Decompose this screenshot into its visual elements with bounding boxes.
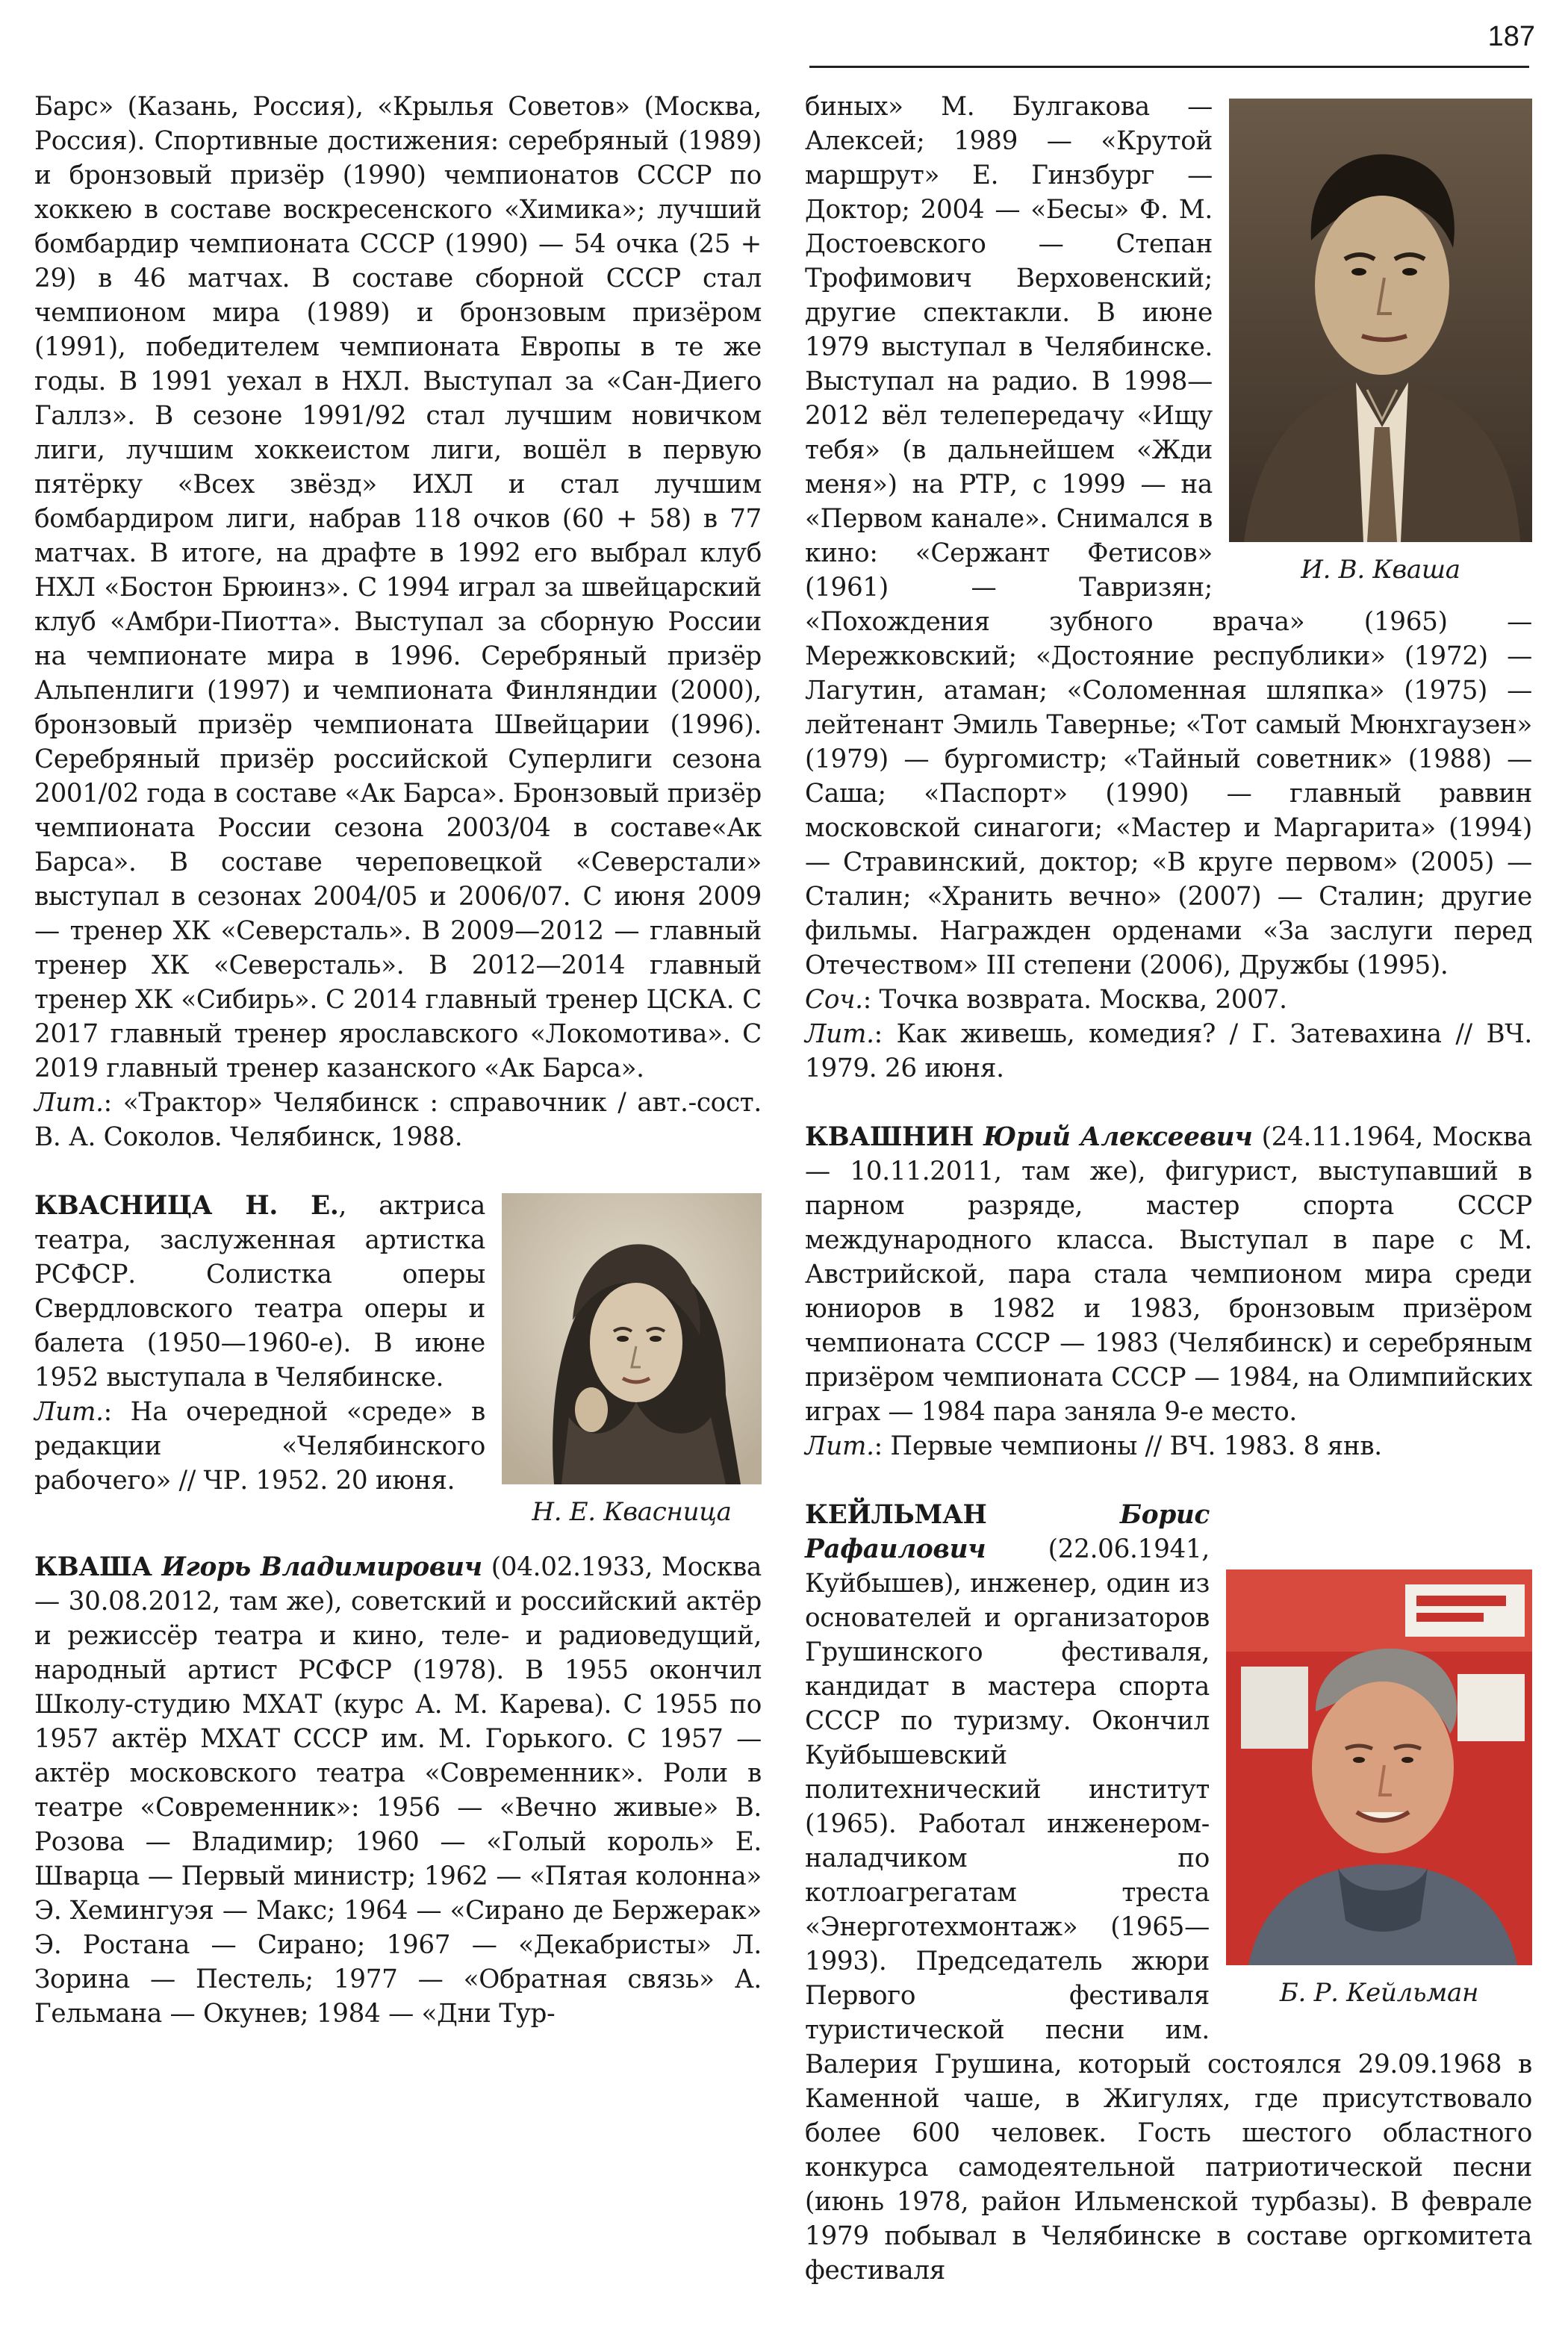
left-column — [34, 90, 762, 2031]
literature-kvashnin: Лит.: Первые чемпионы // ВЧ. 1983. 8 янв. — [805, 1431, 1382, 1461]
literature-kvasha: Лит.: Как живешь, комедия? / Г. Затевахина // ВЧ. 1979. 26 июня. — [805, 1019, 1532, 1083]
entry-continuation: Барс» (Казань, Россия), «Крылья Советов» (Москва, Россия). Спортивные достижения: серебряный (1989) и бронзовый призёр (1990) чемпионатов СССР по хоккею в составе воскресенского «Химика»; лучший бомбардир чемпионата СССР (1990) — 54 очка (25 + 29) в 46 матчах. В составе сборной СССР стал чемпионом мира (1989) и бронзовым призёром (1991), победителем чемпионата Европы в те же годы. В 1991 уехал в НХЛ. Выступал за «Сан-Диего Галлз». В сезоне 1991/92 стал лучшим новичком лиги, лучшим хоккеистом лиги, вошёл в первую пятёрку «Всех звёзд» ИХЛ и стал лучшим бомбардиром лиги, набрав 118 очков (60 + 58) в 77 матчах. В итоге, на драфте в 1992 его выбрал клуб НХЛ «Бостон Брюинз». С 1994 играл за швейцарский клуб «Амбри-Пиотта». Выступал за сборную России на чемпионате мира в 1996. Серебряный призёр Альпенлиги (1997) и чемпионата Финляндии (2000), бронзовый призёр чемпионата Швейцарии (1996). Серебряный призёр российской Суперлиги сезона 2001/02 года в составе «Ак Барса». Бронзовый призёр чемпионата России сезона 2003/04 в составе«Ак Барса». В составе череповецкой «Северстали» выступал в сезонах 2004/05 и 2006/07. С июня 2009 — тренер ХК «Северсталь». В 2009—2012 — главный тренер ХК «Северсталь». В 2012—2014 главный тренер ХК «Сибирь». С 2014 главный тренер ЦСКА. С 2017 главный тренер ярославского «Локомотива». С 2019 главный тренер казанского «Ак Барса». — [34, 92, 762, 1083]
caption-kvasha: И. В. Кваша — [1301, 555, 1460, 585]
entry-kvashnin — [805, 1120, 1532, 1463]
entry-text-keylman: КЕЙЛЬМАН Борис Рафаилович (22.06.1941, Куйбышев), инженер, один из основателей и организаторов Грушинского фестиваля, кандидат в мастера спорта СССР по туризму. Окончил Куйбышевский политехнический институт (1965). Работал инженером-наладчиком по котлоагрегатам треста «Энерготехмонтаж» (1965—1993). Председатель жюри Первого фестиваля туристической песни им. Валерия Грушина, который состоялся 29.09.1968 в Каменной чаше, в Жигулях, где присутствовало более 600 человек. Гость шестого областного конкурса самодеятельной патриотической песни (июнь 1978, район Ильменской турбазы). В феврале 1979 побывал в Челябинске в составе оргкомитета фестиваля — [805, 1500, 1532, 2286]
entry-keylman — [805, 1498, 1532, 2288]
caption-keylman: Б. Р. Кейльман — [1279, 1978, 1479, 2008]
caption-kvasnitsa: Н. Е. Квасница — [532, 1497, 732, 1527]
entry-kvasnitsa — [34, 1189, 762, 1532]
entry-kvasha — [34, 1550, 762, 2031]
entry-text-kvasha-cont: биных» М. Булгакова — Алексей; 1989 — «Крутой маршрут» Е. Гинзбург — Доктор; 2004 — «Бесы» Ф. М. Достоевского — Степан Трофимович Верховенский; другие спектакли. В июне 1979 выступал в Челябинске. Выступал на радио. В 1998—2012 вёл телепередачу «Ищу тебя» (в дальнейшем «Жди меня») на РТР, с 1999 — на «Первом канале». Снимался в кино: «Сержант Фетисов» (1961) — Тавризян; «Похождения зубного врача» (1965) — Мережковский; «Достояние республики» (1972) — Лагутин, атаман; «Соломенная шляпка» (1975) — лейтенант Эмиль Тавернье; «Тот самый Мюнхгаузен» (1979) — бургомистр; «Тайный советник» (1988) — Саша; «Паспорт» (1990) — главный раввин московской синагоги; «Мастер и Маргарита» (1994) — Стравинский, доктор; «В круге первом» (2005) — Сталин; «Хранить вечно» (2007) — Сталин; другие фильмы. Награжден орденами «За заслуги перед Отечеством» III степени (2006), Дружбы (1995). — [805, 92, 1532, 980]
photo-figure-kvasnitsa — [502, 1193, 762, 1529]
photo-figure-kvasha — [1229, 99, 1532, 587]
works-kvasha: Соч.: Точка возврата. Москва, 2007. — [805, 985, 1287, 1015]
portrait-kvasha — [1229, 99, 1532, 542]
literature-kvasnitsa: Лит.: На очередной «среде» в редакции «Челябинского рабочего» // ЧР. 1952. 20 июня. — [34, 1397, 485, 1496]
literature-reference: Лит.: «Трактор» Челябинск : справочник / авт.-сост. В. А. Соколов. Челябинск, 1988. — [34, 1088, 762, 1152]
portrait-kvasnitsa — [502, 1193, 762, 1484]
photo-figure-keylman — [1226, 1569, 1532, 2010]
page-number: 187 — [1487, 21, 1535, 52]
entry-kvasha-continued — [805, 90, 1532, 1086]
entry-text-kvashnin: КВАШНИН Юрий Алексеевич (24.11.1964, Москва — 10.11.2011, там же), фигурист, выступавший в парном разряде, мастер спорта СССР международного класса. Выступал в паре с М. Австрийской, пара стала чемпионом мира среди юниоров в 1982 и 1983, бронзовым призёром чемпионата СССР — 1983 (Челябинск) и серебряным призёром чемпионата СССР — 1984, на Олимпийских играх — 1984 пара заняла 9-е место. — [805, 1122, 1532, 1427]
entry-text-kvasnitsa: КВАСНИЦА Н. Е., актриса театра, заслуженная артистка РСФСР. Солистка оперы Свердловского театра оперы и балета (1950—1960-е). В июне 1952 выступала в Челябинске. — [34, 1191, 485, 1393]
portrait-keylman — [1226, 1569, 1532, 1965]
header-rule — [809, 66, 1529, 68]
entry-text-kvasha: КВАША Игорь Владимирович (04.02.1933, Москва — 30.08.2012, там же), советский и российский актёр и режиссёр театра и кино, теле- и радиоведущий, народный артист РСФСР (1978). В 1955 окончил Школу-студию МХАТ (курс А. М. Карева). С 1955 по 1957 актёр МХАТ СССР им. М. Горького. С 1957 — актёр московского театра «Современник». Роли в театре «Современник»: 1956 — «Вечно живые» В. Розова — Владимир; 1960 — «Голый король» Е. Шварца — Первый министр; 1962 — «Пятая колонна» Э. Хемингуэя — Макс; 1964 — «Сирано де Бержерак» Э. Ростана — Сирано; 1967 — «Декабристы» Л. Зорина — Пестель; 1977 — «Обратная связь» А. Гельмана — Окунев; 1984 — «Дни Тур- — [34, 1552, 762, 2029]
right-column — [805, 90, 1532, 2288]
